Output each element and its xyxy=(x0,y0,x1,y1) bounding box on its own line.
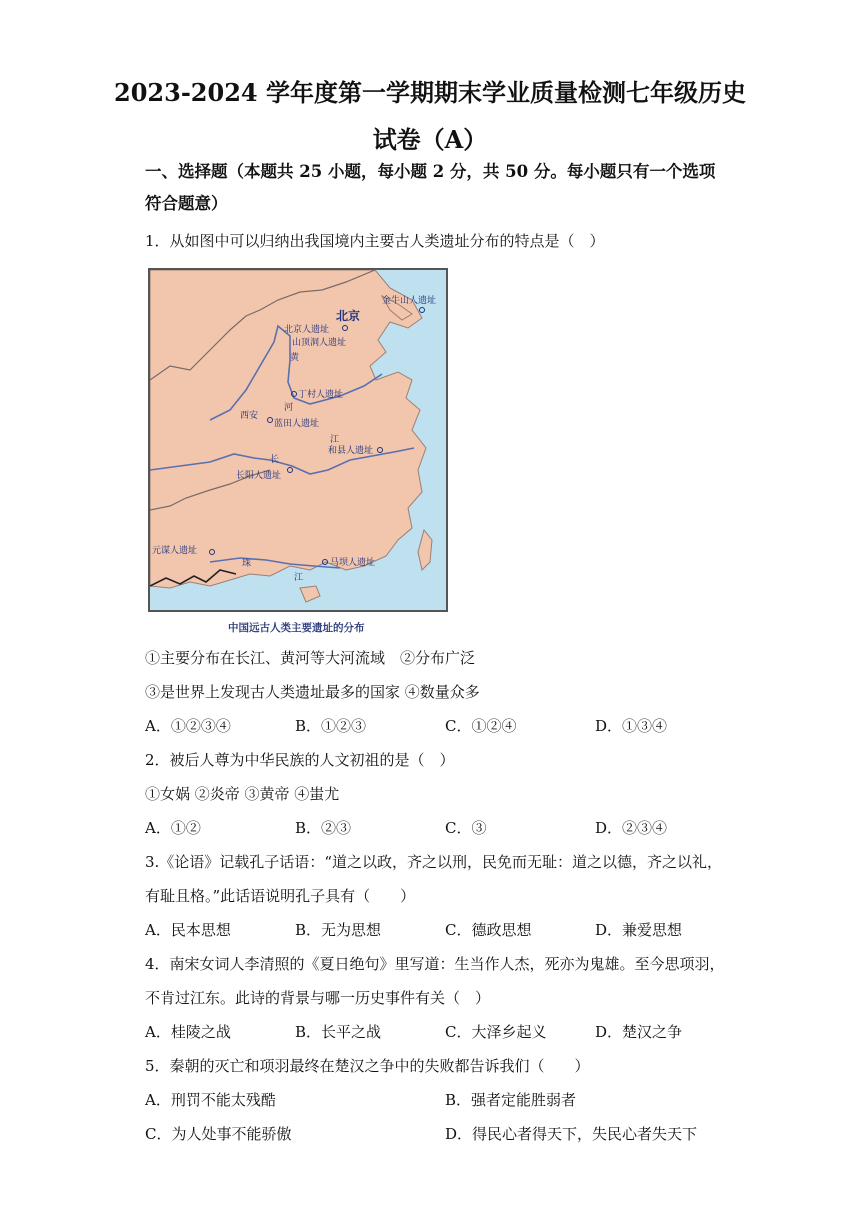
question-1-option-c[interactable]: C．①②④ xyxy=(445,717,517,735)
label-chang: 长 xyxy=(270,455,280,465)
label-hexian: 和县人遗址 xyxy=(328,446,374,456)
label-jinniushan: 金牛山人遗址 xyxy=(382,296,437,306)
question-4-stem-line1: 4．南宋女词人李清照的《夏日绝句》里写道：生当作人杰，死亦为鬼雄。至今思项羽， xyxy=(145,955,725,973)
question-5-option-a[interactable]: A．刑罚不能太残酷 xyxy=(145,1091,276,1109)
question-5-option-d[interactable]: D．得民心者得天下，失民心者失天下 xyxy=(445,1125,698,1143)
question-1-item-2: ③是世界上发现古人类遗址最多的国家 ④数量众多 xyxy=(145,683,480,701)
label-shandingdong: 山顶洞人遗址 xyxy=(292,338,347,348)
label-dingcun: 丁村人遗址 xyxy=(298,390,344,400)
question-2-option-b[interactable]: B．②③ xyxy=(295,819,352,837)
question-3-stem-line1: 3.《论语》记载孔子话语：“道之以政，齐之以刑，民免而无耻：道之以德，齐之以礼， xyxy=(145,853,722,871)
question-2-option-a[interactable]: A．①② xyxy=(145,819,201,837)
china-map-svg xyxy=(150,270,446,610)
question-1-stem: 1．从如图中可以归纳出我国境内主要古人类遗址分布的特点是（ ） xyxy=(145,232,605,250)
label-xian: 西安 xyxy=(240,411,259,421)
question-4-option-d[interactable]: D．楚汉之争 xyxy=(595,1023,683,1041)
question-5-option-b[interactable]: B．强者定能胜弱者 xyxy=(445,1091,577,1109)
exam-title-line2: 试卷（A） xyxy=(372,125,488,154)
exam-title-line1: 2023-2024 学年度第一学期期末学业质量检测七年级历史 xyxy=(114,78,746,107)
label-zhu: 珠 xyxy=(242,559,252,569)
label-he: 河 xyxy=(284,403,294,413)
question-2-stem: 2．被后人尊为中华民族的人文初祖的是（ ） xyxy=(145,751,455,769)
question-5-stem: 5．秦朝的灭亡和项羽最终在楚汉之争中的失败都告诉我们（ ） xyxy=(145,1057,590,1075)
label-beijing: 北京 xyxy=(336,309,361,323)
label-huang: 黄 xyxy=(290,353,300,363)
label-maba: 马坝人遗址 xyxy=(330,558,376,568)
label-jiang-yangtze: 江 xyxy=(330,435,340,445)
question-1-option-d[interactable]: D．①③④ xyxy=(595,717,668,735)
question-1-item-1: ①主要分布在长江、黄河等大河流域 ②分布广泛 xyxy=(145,649,476,667)
label-changyang: 长阳人遗址 xyxy=(236,471,282,481)
map-caption: 中国远古人类主要遗址的分布 xyxy=(228,622,365,634)
label-beijingren: 北京人遗址 xyxy=(284,325,330,335)
site-dot-jinniushan xyxy=(420,308,425,313)
question-3-option-c[interactable]: C．德政思想 xyxy=(445,921,532,939)
question-3-stem-line2: 有耻且格。”此话语说明孔子具有（ ） xyxy=(145,887,416,905)
map-taiwan xyxy=(418,530,432,570)
question-4-option-b[interactable]: B．长平之战 xyxy=(295,1023,382,1041)
question-2-option-c[interactable]: C．③ xyxy=(445,819,487,837)
section-heading: 一、选择题（本题共 25 小题，每小题 2 分，共 50 分。每小题只有一个选项符合题意） xyxy=(145,162,716,213)
question-5-option-c[interactable]: C．为人处事不能骄傲 xyxy=(145,1125,292,1143)
map-land xyxy=(150,270,426,588)
question-4-option-a[interactable]: A．桂陵之战 xyxy=(145,1023,231,1041)
question-4-stem-line2: 不肯过江东。此诗的背景与哪一历史事件有关（ ） xyxy=(145,989,491,1007)
question-4-option-c[interactable]: C．大泽乡起义 xyxy=(445,1023,547,1041)
question-3-option-b[interactable]: B．无为思想 xyxy=(295,921,382,939)
question-3-option-a[interactable]: A．民本思想 xyxy=(145,921,231,939)
question-1-option-a[interactable]: A．①②③④ xyxy=(145,717,231,735)
label-yuanmou: 元谋人遗址 xyxy=(152,546,198,556)
map-island xyxy=(300,586,320,602)
question-2-option-d[interactable]: D．②③④ xyxy=(595,819,668,837)
label-lantian: 蓝田人遗址 xyxy=(274,419,320,429)
ancient-sites-map xyxy=(148,268,448,612)
label-jiang-pearl: 江 xyxy=(294,573,304,583)
question-1-option-b[interactable]: B．①②③ xyxy=(295,717,367,735)
question-3-option-d[interactable]: D．兼爱思想 xyxy=(595,921,683,939)
question-2-item-1: ①女娲 ②炎帝 ③黄帝 ④蚩尤 xyxy=(145,785,340,803)
